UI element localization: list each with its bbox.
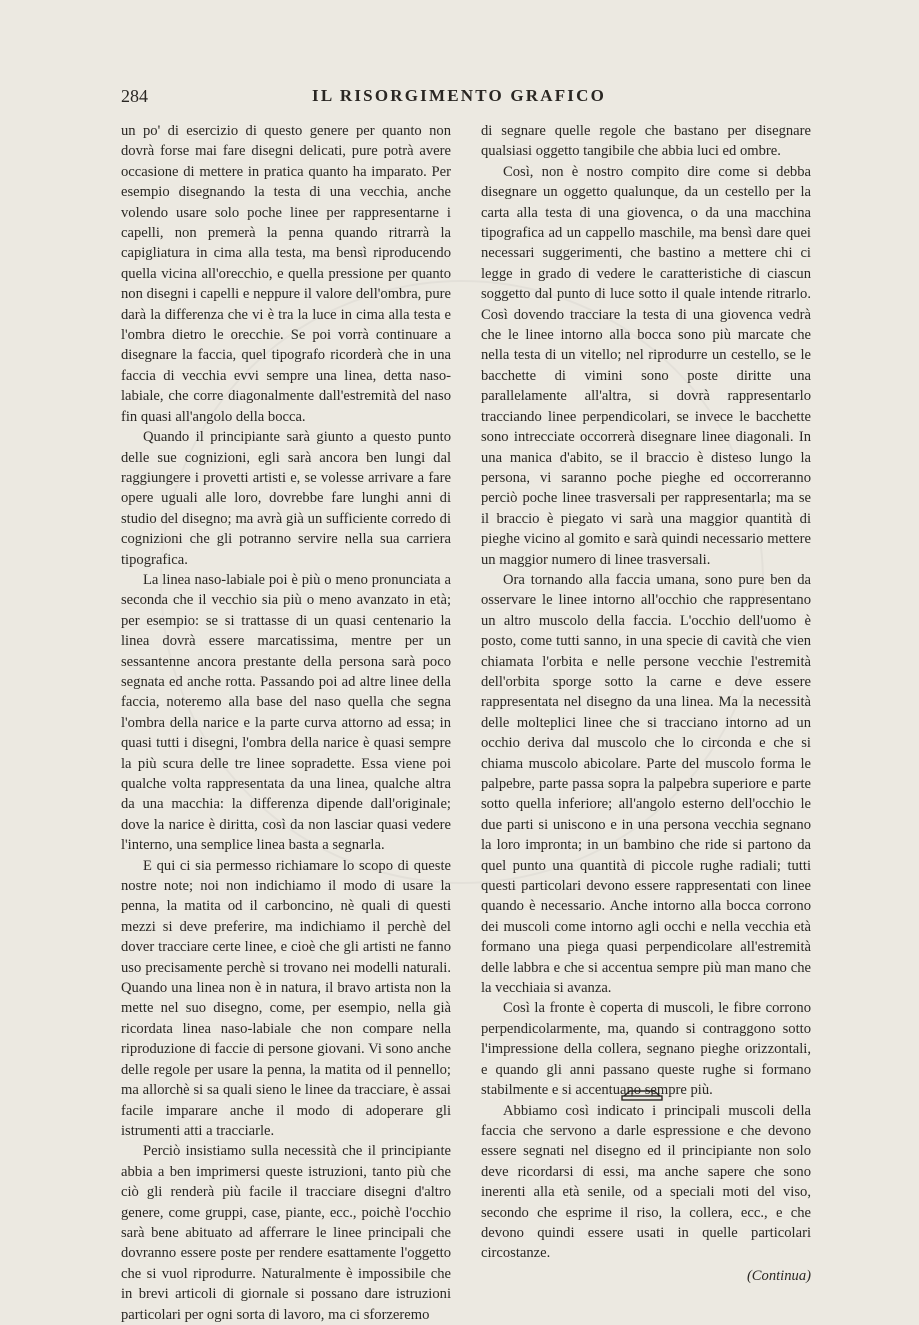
paragraph: Perciò insistiamo sulla necessità che il principiante abbia a ben imprimersi queste istruzioni, tanto più che ciò gli renderà più facile il tracciare disegni d'altro genere, come gruppi, case, piante, ecc., poichè l'occhio sarà bene abituato ad afferrare le linee principali che dovranno essere poste per rendere esattamente l'oggetto che si vuol riprodurre. Naturalmente è impossibile che in brevi articoli di giornale si possano dare istruzioni particolari per ogni sorta di lavoro, ma ci sforzeremo xyxy=(121,1143,451,1323)
paragraph: Ora tornando alla faccia umana, sono pure ben da osservare le linee intorno all'occhio che rappresentano un altro muscolo della faccia. L'occhio dell'uomo è posto, come tutti sanno, in una specie di cavità che vien chiamata l'orbita e nelle persone vecchie l'estremità dell'orbita sporge sotto la carne e deve essere rappresentata nel disegno da una linea. Ma la necessità delle molteplici linee che si tracciano intorno ad un occhio deriva dal muscolo che lo circonda e che si chiama muscolo abicolare. Parte del muscolo forma le palpebre, parte passa sopra la palpebra superiore e parte sotto quella inferiore; all'angolo esterno dell'occhio le due parti si uniscono e in una persona vecchia segnano la loro impronta; in un bambino che ride si partono da quel punto una quantità di piccole rughe radiali; tutti questi particolari devono essere rappresentati con linee quando è necessario. Anche intorno alla bocca corrono dei muscoli come intorno agli occhi e nella vecchia età formano una piega quasi perpendicolare all'estremità delle labbra e che si accentua sempre più man mano che la vecchiaia si avanza. xyxy=(481,571,811,997)
page-header xyxy=(121,86,797,114)
paragraph: Così, non è nostro compito dire come si debba disegnare un oggetto qualunque, da un cestello per la carta alla testa di una giovenca, o da una macchina tipografica ad un cappello maschile, ma bensì dare quei necessari suggerimenti, che bastino a mettere chi ci legge in grado di vedere le caratteristiche di ciascun soggetto dal punto di luce sotto il quale intende ritrarlo. Così dovendo tracciare la testa di una giovenca vedrà che le linee intorno alla bocca sono più marcate che nella testa di un vitello; nel riprodurre un cestello, se le bacchette di vimini sono poste diritte una parallelamente all'altra, si dovrà rappresentarlo tracciando linee perpendicolari, se invece le bacchette sono intrecciate occorrerà disegnare linee diagonali. In una manica d'abito, se il braccio è disteso lungo la persona, vi saranno poche pieghe ed occorreranno perciò poche linee trasversali per rappresentarla; ma se il braccio è piegato vi sarà una maggior quantità di pieghe vicino al gomito e sarà quindi necessario mettere un maggior numero di linee trasversali. xyxy=(481,163,811,568)
paragraph: di segnare quelle regole che bastano per disegnare qualsiasi oggetto tangibile che abbia luci ed ombre. xyxy=(481,123,811,160)
paragraph: La linea naso-labiale poi è più o meno pronunciata a seconda che il vecchio sia più o meno avanzato in età; per esempio: se si trattasse di un quasi centenario la linea dovrà essere marcatissima, mentre per un sessantenne ancora prestante della persona sarà poco segnata ed anche rotta. Passando poi ad altre linee della faccia, noteremo alla base del naso quella che segna l'ombra della narice e la parte curva attorno ad essa; in quasi tutti i disegni, l'ombra della narice è quasi sempre la più scura delle tre linee sopradette. Essa viene poi qualche volta rappresentata da una linea, qualche altra da una macchia: la differenza dipende dall'originale; dove la narice è diritta, così da non lasciar quasi vedere l'interno, una semplice linea basta a segnarla. xyxy=(121,571,451,854)
running-title: IL RISORGIMENTO GRAFICO xyxy=(312,86,606,105)
paragraph: Quando il principiante sarà giunto a questo punto delle sue cognizioni, egli sarà ancora ben lungi dal raggiungere i provetti artisti e, se volesse arrivare a fare opere uguali alle loro, dovrebbe fare lunghi anni di studio del disegno; ma avrà già un sufficiente corredo di cognizioni che gli potranno servire nella sua carriera tipografica. xyxy=(121,429,451,568)
paragraph: un po' di esercizio di questo genere per quanto non dovrà forse mai fare disegni delicati, pure potrà avere occasione di mettere in pratica quanto ha imparato. Per esempio disegnando la testa di una vecchia, anche volendo usare solo poche linee per rappresentarne i capelli, non premerà la penna quando ritrarrà la capigliatura in cima alla testa, ma bensì riproducendo quella vicina all'orecchio, e quella pressione per quanto non disegni i capelli e neppure il valore dell'ombra, pure darà la differenza che vi è tra la luce in cima alla testa e l'ombra dietro le orecchie. Se poi vorrà continuare a disegnare la faccia, quel tipografo ricorderà che in una faccia di vecchia evvi sempre una linea, detta naso-labiale, che corre diagonalmente dall'estremità del naso fin quasi all'angolo della bocca. xyxy=(121,123,451,425)
paragraph: E qui ci sia permesso richiamare lo scopo di queste nostre note; noi non indichiamo il modo di usare la penna, la matita od il carboncino, nè quali di questi mezzi si deve preferire, ma indichiamo il perchè del dover tracciare certe linee, e cioè che gli artisti ne fanno uso precisamente perchè si trovano nei modelli naturali. Quando una linea non è in natura, il bravo artista non la mette nel suo disegno, come, per esempio, nella già ricordata linea naso-labiale che non compare nella riproduzione di faccie di persone giovani. Vi sono anche delle regole per usare la penna, la matita od il pennello; ma allorchè si sa quali sieno le linee da tracciare, è assai facile imparare anche il modo di adoperare gli istrumenti atti a tracciarle. xyxy=(121,857,451,1139)
left-column xyxy=(121,121,451,1325)
paragraph: Così la fronte è coperta di muscoli, le fibre corrono perpendicolarmente, ma, quando si contraggono sotto l'impressione della collera, segnano pieghe orizzontali, e quando gli anni passano queste rughe si formano stabilmente e si accentuano sempre più. xyxy=(481,1000,811,1099)
page-number: 284 xyxy=(121,86,148,106)
continua-note: (Continua) xyxy=(746,1267,811,1284)
paragraph: Abbiamo così indicato i principali muscoli della faccia che servono a darle espressione e che devono essere segnati nel disegno ed il principiante non solo deve ricordarsi di essi, ma anche sapere che sono inerenti alla età senile, od a speciali moti del viso, secondo che esprime il riso, la collera, ecc., e che devono quindi essere usati in quelle particolari circostanze. xyxy=(481,1102,811,1262)
ornament-icon xyxy=(620,1087,664,1103)
right-column xyxy=(481,121,811,1286)
